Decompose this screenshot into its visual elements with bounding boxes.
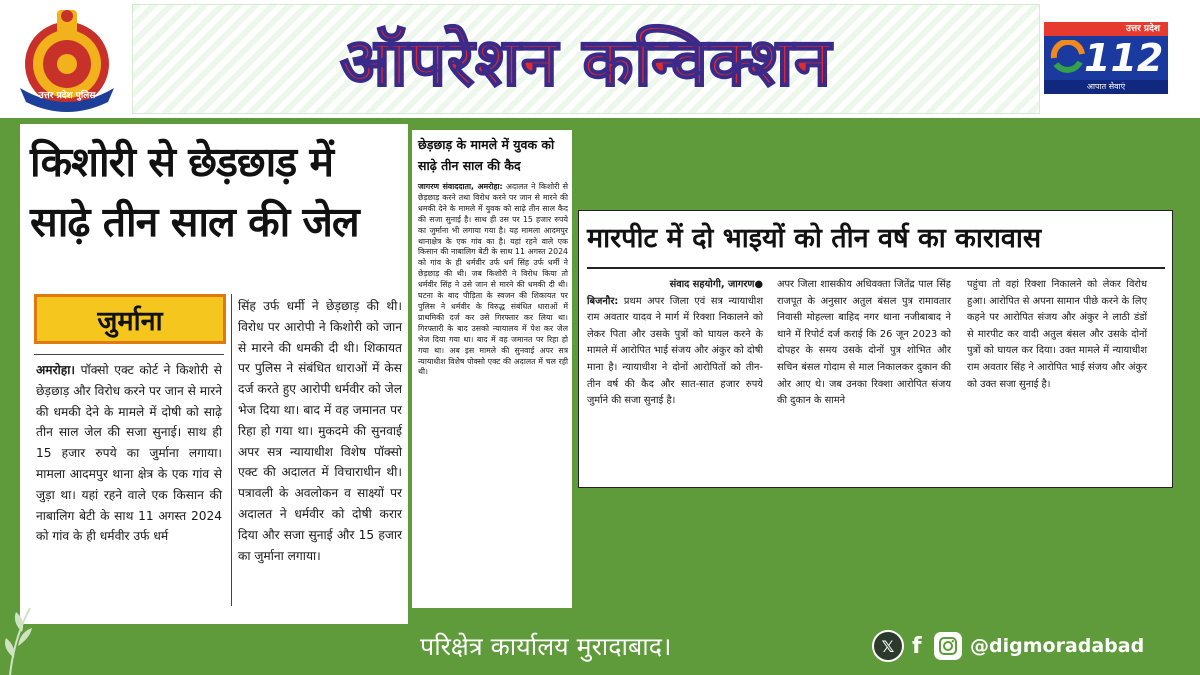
- clipping3-headline: मारपीट में दो भाइयों को तीन वर्ष का कारावास: [587, 223, 1042, 254]
- news-clipping-3: [578, 210, 1173, 488]
- penalty-badge: जुर्माना: [34, 294, 226, 344]
- logo-112-tagline: आपात सेवाएं: [1044, 80, 1168, 94]
- news-clipping-2: [412, 130, 572, 608]
- clipping2-byline: जागरण संवाददाता, अमरोहा:: [418, 182, 503, 191]
- header: [0, 0, 1200, 118]
- clipping1-headline: [30, 132, 402, 252]
- clipping3-column-3: पहुंचा तो वहां रिक्शा निकालने को लेकर विरोध हुआ। आरोपित से अपना सामान पीछे करने के लिए कहने पर आरोपित संजय और अंकुर ने लाठी डंडों से मारपीट कर वादी अतुल बंसल और उसके दोनों पुत्रों को घायल कर दिया। उक्त मामले में न्यायाधीश राम अवतार सिंह ने आरोपित भाई संजय और अंकुर को उक्त सजा सुनाई है।: [967, 279, 1147, 390]
- clipping1-col1-text: पॉक्सो एक्ट कोर्ट ने किशोरी से छेड़छाड़ और विरोध करने पर जान से मारने की धमकी देने के मामले में दोषी को साढ़े तीन साल जेल की सजा सुनाई। साथ ही 15 हजार रुपये का जुर्माना लगाया। मामला आदमपुर थाना क्षेत्र के एक गांव से जुड़ा था। यहां रहने वाले एक किसान की नाबालिग बेटी के साथ 11 अगस्त 2024 को गांव के ही धर्मवीर उर्फ धर्म: [36, 363, 222, 544]
- clipping2-headline: छेड़छाड़ के मामले में युवक को साढ़े तीन साल की कैद: [418, 137, 555, 173]
- emblem-caption: उत्तर प्रदेश पुलिस: [38, 91, 96, 101]
- x-twitter-icon[interactable]: 𝕏: [872, 630, 904, 662]
- column-divider: [231, 294, 232, 606]
- office-name: परिक्षेत्र कार्यालय मुरादाबाद।: [420, 632, 672, 661]
- clipping3-byline: संवाद सहयोगी, जागरण●: [669, 279, 763, 290]
- clipping1-headline-line2: साढ़े तीन साल की जेल: [30, 198, 359, 246]
- clipping3-column-1: [587, 277, 763, 410]
- clipping2-body: [418, 182, 568, 378]
- clipping3-dateline: बिजनौर:: [587, 295, 619, 307]
- facebook-icon[interactable]: f: [912, 633, 922, 659]
- page-title: ऑपरेशन कन्विक्शन: [340, 24, 832, 101]
- clipping3-column-2: अपर जिला शासकीय अधिवक्ता जितेंद्र पाल सिंह राजपूत के अनुसार अतुल बंसल पुत्र रामावतार निवासी मोहल्ला बाहिद नगर थाना नजीबाबाद ने थाने में रिपोर्ट दर्ज कराई कि 26 जून 2023 को दोपहर के समय उसके दोनों पुत्र शोभित और सचिन बंसल गोदाम से माल निकालकर दुकान की ओर आए थे। जब उनका रिक्शा आरोपित संजय की दुकान के सामने: [777, 279, 951, 407]
- leaf-decoration-icon: [0, 598, 60, 675]
- instagram-icon[interactable]: [934, 632, 962, 660]
- clipping1-column-1: [36, 360, 222, 547]
- clipping2-body-text: अदालत ने किशोरी से छेड़छाड़ करने तथा विरोध करने पर जान से मारने की धमकी देने के मामले में युवक को साढ़े तीन साल कैद की सजा सुनाई है। साथ ही उस पर 15 हजार रुपये का जुर्माना भी लगाया गया है। यह मामला आदमपुर थानाक्षेत्र के एक गांव का है। यहां रहने वाले एक किसान की नाबालिग बेटी के साथ 11 अगस्त 2024 को गांव के ही धर्मवीर उर्फ धर्म सिंह उर्फ धर्मी ने छेड़छाड़ की थी। जब किशोरी ने विरोध किया तो धर्मवीर सिंह ने उसे जान से मारने की धमकी दी थी। घटना के बाद पीड़िता के स्वजन की शिकायत पर पुलिस ने धर्मवीर के विरुद्ध संबंधित धाराओं में प्राथमिकी दर्ज कर उसे गिरफ्तार कर लिया था। गिरफ्तारी के बाद उसको न्यायालय में पेश कर जेल भेज दिया गया था। बाद में वह जमानत पर रिहा हो गया था। अब इस मामले की सुनवाई अपर सत्र न्यायाधीश विशेष पोक्सो एक्ट की अदालत में चल रही थी।: [418, 182, 568, 377]
- clipping3-col1-text: प्रथम अपर जिला एवं सत्र न्यायाधीश राम अवतार यादव ने मार्ग में रिक्शा निकालने को लेकर पिता और उसके पुत्रों को घायल करने के मामले में आरोपित भाई संजय और अंकुर को दोषी माना है। न्यायाधीश ने दोनों आरोपितों को तीन-तीन वर्ष की कैद और सात-सात हजार रुपये जुर्माने की सजा सुनाई है।: [587, 295, 763, 407]
- divider: [34, 354, 224, 355]
- logo-112-number: 112: [1084, 36, 1164, 80]
- clipping1-column-2: सिंह उर्फ धर्मी ने छेड़छाड़ की थी। विरोध पर आरोपी ने किशोरी को जान से मारने की धमकी दी थी। शिकायत पर पुलिस ने संबंधित धाराओं में केस दर्ज करते हुए आरोपी धर्मवीर को जेल भेज दिया था। बाद में वह जमानत पर रिहा हो गया था। मुकदमे की सुनवाई अपर सत्र न्यायाधीश विशेष पॉक्सो एक्ट की अदालत में विचाराधीन थी। पत्रावली के अवलोकन व साक्ष्यों पर अदालत ने धर्मवीर को दोषी करार दिया और सजा सुनाई और 15 हजार का जुर्माना लगाया।: [238, 299, 402, 563]
- swirl-icon: [1050, 40, 1086, 76]
- logo-112-state: उत्तर प्रदेश: [1044, 22, 1168, 36]
- up-112-logo: [1044, 22, 1168, 94]
- up-police-emblem: [8, 4, 126, 114]
- social-handle[interactable]: @digmoradabad: [970, 635, 1145, 657]
- social-links: [866, 627, 1172, 665]
- news-clipping-1: [20, 124, 408, 624]
- divider: [587, 267, 1165, 269]
- clipping1-dateline: अमरोहा।: [36, 363, 75, 377]
- clipping1-headline-line1: किशोरी से छेड़छाड़ में: [30, 138, 334, 186]
